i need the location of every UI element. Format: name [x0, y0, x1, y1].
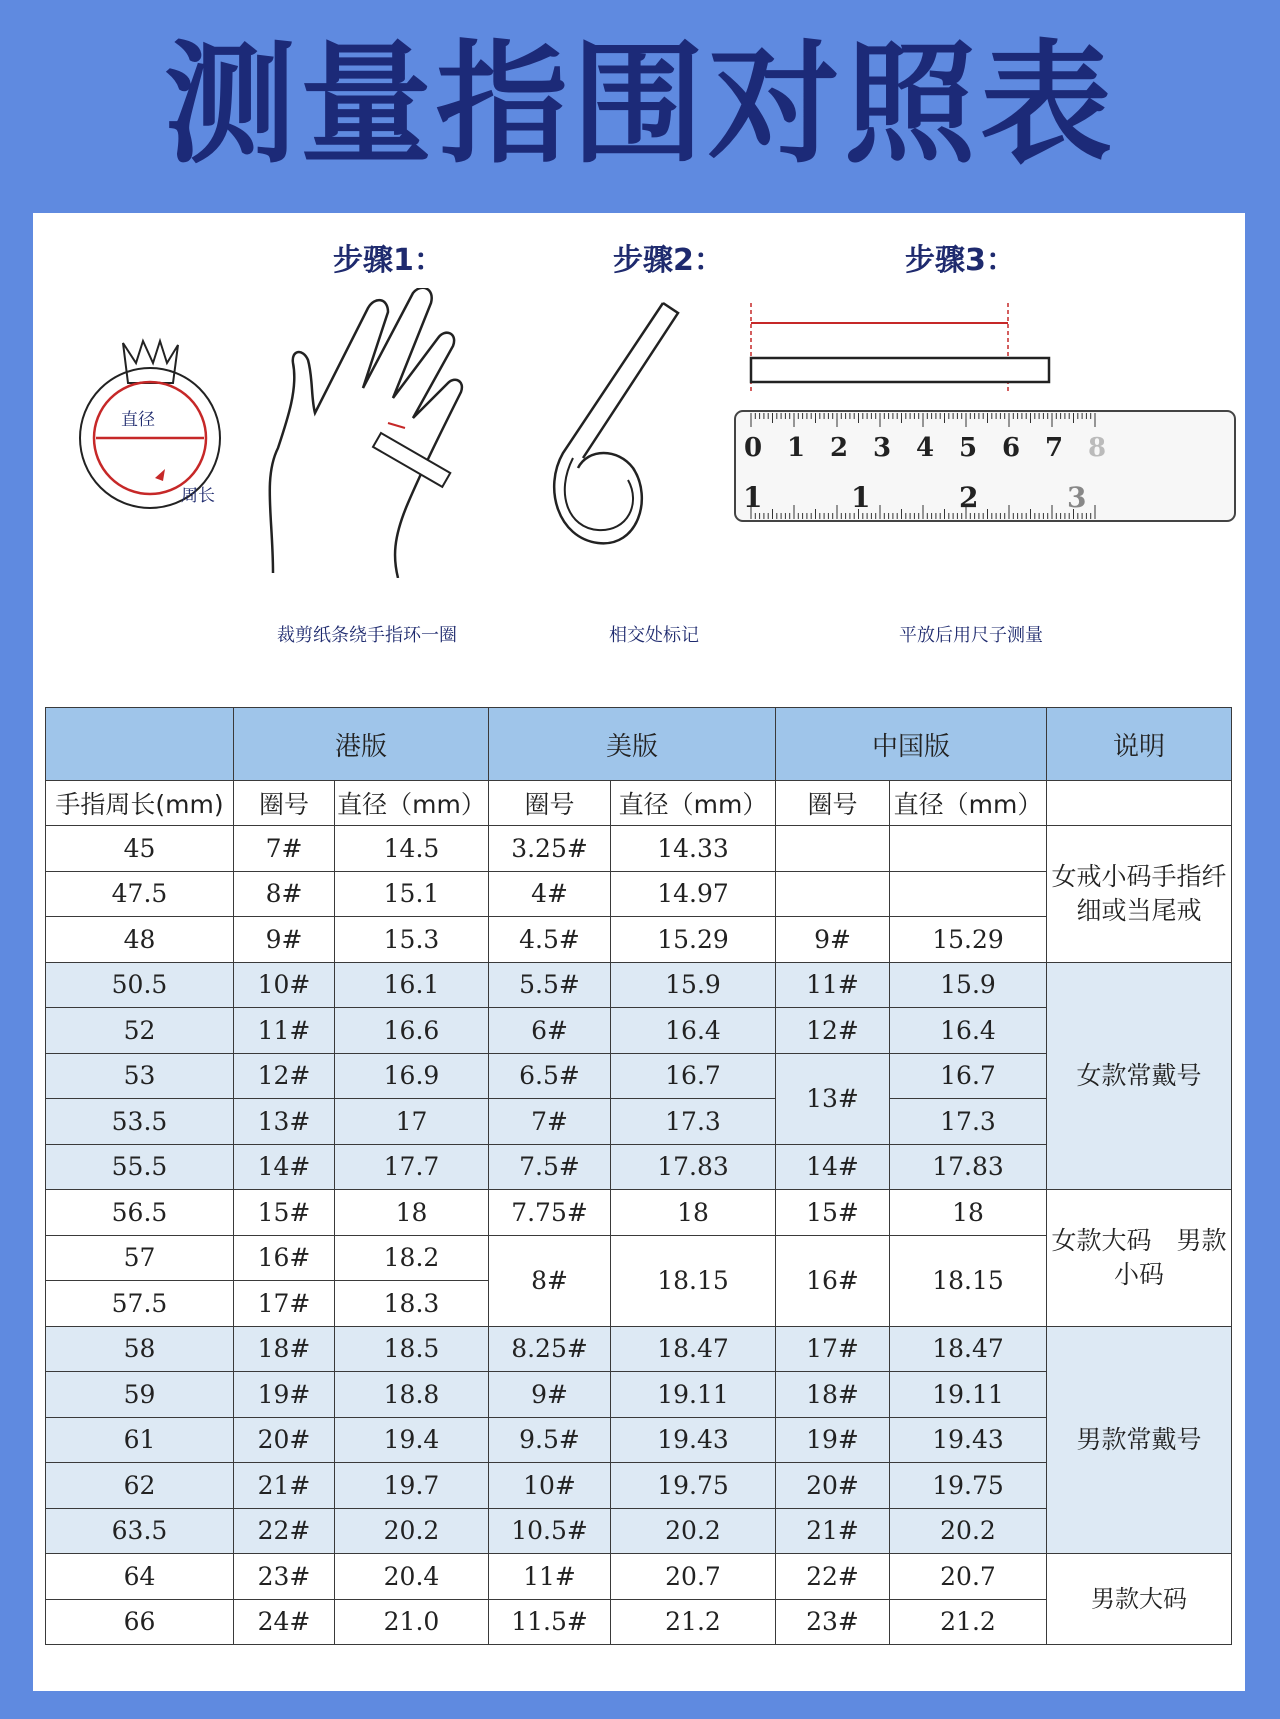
table-cell: 9# — [234, 917, 335, 963]
hand-illustration — [253, 288, 493, 578]
table-row — [46, 826, 1232, 872]
table-cell: 14# — [776, 1144, 890, 1190]
note-cell: 男款大码 — [1047, 1554, 1232, 1645]
ruler-top-label: 8 — [1088, 433, 1107, 463]
table-cell: 18.47 — [890, 1326, 1047, 1372]
table-cell: 7.5# — [489, 1144, 611, 1190]
table-cell: 19.75 — [890, 1463, 1047, 1509]
table-cell — [776, 871, 890, 917]
table-row — [46, 962, 1232, 1008]
table-cell: 19# — [776, 1417, 890, 1463]
subheader-note-blank — [1047, 781, 1232, 826]
table-cell: 64 — [46, 1554, 234, 1600]
step-2-title: 步骤2： — [613, 243, 724, 278]
subheader-hk-diameter: 直径（mm） — [335, 781, 489, 826]
table-cell: 18.3 — [335, 1281, 489, 1327]
ruler-top-label: 0 — [744, 433, 763, 463]
subheader-hk-size: 圈号 — [234, 781, 335, 826]
table-cell: 19.75 — [611, 1463, 776, 1509]
table-cell: 11# — [489, 1554, 611, 1600]
table-cell: 18.5 — [335, 1326, 489, 1372]
table-cell: 62 — [46, 1463, 234, 1509]
table-cell: 4.5# — [489, 917, 611, 963]
table-row — [46, 1326, 1232, 1372]
table-cell: 15.9 — [890, 962, 1047, 1008]
subheader-cn-diameter: 直径（mm） — [890, 781, 1047, 826]
table-cell: 14.5 — [335, 826, 489, 872]
table-cell: 13# — [234, 1099, 335, 1145]
table-cell: 66 — [46, 1599, 234, 1645]
subheader-cn-size: 圈号 — [776, 781, 890, 826]
ruler-bottom-label: 2 — [959, 481, 979, 514]
table-cell: 6.5# — [489, 1053, 611, 1099]
table-cell: 18.8 — [335, 1372, 489, 1418]
header-note: 说明 — [1047, 708, 1232, 781]
table-cell: 17.3 — [611, 1099, 776, 1145]
table-cell: 55.5 — [46, 1144, 234, 1190]
table-cell: 20.7 — [611, 1554, 776, 1600]
table-cell: 17 — [335, 1099, 489, 1145]
table-cell: 15# — [234, 1190, 335, 1236]
table-cell: 19.11 — [611, 1372, 776, 1418]
table-cell: 16.7 — [611, 1053, 776, 1099]
table-cell: 14.97 — [611, 871, 776, 917]
header-cn: 中国版 — [776, 708, 1047, 781]
table-cell: 15.9 — [611, 962, 776, 1008]
table-cell: 57.5 — [46, 1281, 234, 1327]
ruler-top-label: 4 — [916, 433, 935, 463]
table-cell: 48 — [46, 917, 234, 963]
table-cell: 16.9 — [335, 1053, 489, 1099]
table-cell: 19.7 — [335, 1463, 489, 1509]
table-cell: 17.7 — [335, 1144, 489, 1190]
table-cell: 20.2 — [611, 1508, 776, 1554]
table-cell: 4# — [489, 871, 611, 917]
header-blank — [46, 708, 234, 781]
table-cell: 17# — [234, 1281, 335, 1327]
table-cell: 10.5# — [489, 1508, 611, 1554]
ruler-bottom-label: 1 — [851, 481, 871, 514]
table-cell: 20.7 — [890, 1554, 1047, 1600]
table-cell: 19# — [234, 1372, 335, 1418]
table-cell: 56.5 — [46, 1190, 234, 1236]
subheader-us-size: 圈号 — [489, 781, 611, 826]
table-cell: 63.5 — [46, 1508, 234, 1554]
table-cell: 21.0 — [335, 1599, 489, 1645]
table-cell: 11# — [776, 962, 890, 1008]
table-cell: 50.5 — [46, 962, 234, 1008]
table-body — [46, 826, 1232, 1645]
table-cell: 17.3 — [890, 1099, 1047, 1145]
table-cell: 45 — [46, 826, 234, 872]
table-cell: 18.15 — [890, 1235, 1047, 1326]
table-cell: 18.2 — [335, 1235, 489, 1281]
table-cell — [890, 871, 1047, 917]
ruler-top-label: 1 — [787, 433, 806, 463]
table-cell: 23# — [776, 1599, 890, 1645]
table-cell: 53 — [46, 1053, 234, 1099]
table-cell: 18 — [611, 1190, 776, 1236]
diameter-label: 直径 — [121, 410, 155, 430]
table-cell: 19.43 — [611, 1417, 776, 1463]
table-row — [46, 1190, 1232, 1236]
ring-size-table — [45, 707, 1232, 1645]
table-cell: 61 — [46, 1417, 234, 1463]
table-cell: 15.1 — [335, 871, 489, 917]
table-cell: 21.2 — [890, 1599, 1047, 1645]
table-cell: 18# — [776, 1372, 890, 1418]
table-cell: 21.2 — [611, 1599, 776, 1645]
ruler-bottom-label: 3 — [1067, 481, 1087, 514]
subheader-us-diameter: 直径（mm） — [611, 781, 776, 826]
ruler-top-label: 5 — [959, 433, 978, 463]
table-cell: 19.4 — [335, 1417, 489, 1463]
table-cell: 8# — [489, 1235, 611, 1326]
table-cell: 8.25# — [489, 1326, 611, 1372]
page-title: 测量指围对照表 — [164, 28, 1116, 182]
ruler-top-label: 6 — [1002, 433, 1021, 463]
table-cell: 18.47 — [611, 1326, 776, 1372]
table-cell: 15.3 — [335, 917, 489, 963]
header-hk: 港版 — [234, 708, 489, 781]
note-cell: 女款常戴号 — [1047, 962, 1232, 1190]
table-cell: 3.25# — [489, 826, 611, 872]
table-cell: 16.4 — [890, 1008, 1047, 1054]
ruler-bottom-label: 1 — [743, 481, 763, 514]
table-cell: 15.29 — [890, 917, 1047, 963]
table-cell: 22# — [234, 1508, 335, 1554]
table-cell: 20# — [234, 1417, 335, 1463]
table-cell: 17# — [776, 1326, 890, 1372]
step-1-title: 步骤1： — [333, 243, 444, 278]
table-cell: 11.5# — [489, 1599, 611, 1645]
table-cell — [776, 826, 890, 872]
table-cell: 18 — [335, 1190, 489, 1236]
table-cell: 19.43 — [890, 1417, 1047, 1463]
ruler-illustration — [723, 293, 1243, 543]
strip-illustration — [543, 298, 703, 558]
step-1-caption: 裁剪纸条绕手指环一圈 — [277, 625, 457, 646]
table-cell: 9# — [776, 917, 890, 963]
step-3-title: 步骤3： — [905, 243, 1016, 278]
content-panel — [33, 213, 1245, 1691]
table-cell: 14.33 — [611, 826, 776, 872]
table-cell: 16# — [776, 1235, 890, 1326]
note-cell: 女戒小码手指纤细或当尾戒 — [1047, 826, 1232, 963]
table-cell: 16.4 — [611, 1008, 776, 1054]
table-cell: 7# — [234, 826, 335, 872]
table-cell: 18.15 — [611, 1235, 776, 1326]
ruler-top-label: 7 — [1045, 433, 1064, 463]
table-cell: 23# — [234, 1554, 335, 1600]
table-cell: 9.5# — [489, 1417, 611, 1463]
table-cell: 53.5 — [46, 1099, 234, 1145]
step-2-caption: 相交处标记 — [609, 625, 699, 646]
table-cell: 20.2 — [335, 1508, 489, 1554]
circumference-label: 周长 — [181, 486, 215, 506]
table-cell: 12# — [234, 1053, 335, 1099]
table-cell: 20.4 — [335, 1554, 489, 1600]
step-3-caption: 平放后用尺子测量 — [899, 625, 1043, 646]
table-row — [46, 1554, 1232, 1600]
table-cell: 10# — [489, 1463, 611, 1509]
table-cell: 7# — [489, 1099, 611, 1145]
table-cell: 57 — [46, 1235, 234, 1281]
table-cell: 7.75# — [489, 1190, 611, 1236]
table-cell: 24# — [234, 1599, 335, 1645]
note-cell: 女款大码 男款小码 — [1047, 1190, 1232, 1327]
table-cell: 21# — [776, 1508, 890, 1554]
table-cell: 16.6 — [335, 1008, 489, 1054]
table-cell: 6# — [489, 1008, 611, 1054]
table-cell: 8# — [234, 871, 335, 917]
table-cell: 15# — [776, 1190, 890, 1236]
ruler-top-label: 3 — [873, 433, 892, 463]
table-cell: 11# — [234, 1008, 335, 1054]
table-cell: 20.2 — [890, 1508, 1047, 1554]
subheader-circumference: 手指周长(mm) — [46, 781, 234, 826]
table-cell: 13# — [776, 1053, 890, 1144]
table-cell: 16# — [234, 1235, 335, 1281]
table-cell: 10# — [234, 962, 335, 1008]
table-cell: 19.11 — [890, 1372, 1047, 1418]
table-cell: 14# — [234, 1144, 335, 1190]
table-cell: 18# — [234, 1326, 335, 1372]
table-cell: 17.83 — [611, 1144, 776, 1190]
table-cell: 16.7 — [890, 1053, 1047, 1099]
table-cell: 20# — [776, 1463, 890, 1509]
table-cell: 22# — [776, 1554, 890, 1600]
table-cell: 9# — [489, 1372, 611, 1418]
table-cell: 16.1 — [335, 962, 489, 1008]
table-cell: 58 — [46, 1326, 234, 1372]
steps-section — [33, 213, 1245, 683]
table-cell: 18 — [890, 1190, 1047, 1236]
table-cell: 52 — [46, 1008, 234, 1054]
table-cell: 5.5# — [489, 962, 611, 1008]
header-us: 美版 — [489, 708, 776, 781]
table-cell: 47.5 — [46, 871, 234, 917]
table-cell: 21# — [234, 1463, 335, 1509]
table-cell: 15.29 — [611, 917, 776, 963]
note-cell: 男款常戴号 — [1047, 1326, 1232, 1554]
table-cell: 17.83 — [890, 1144, 1047, 1190]
table-cell: 59 — [46, 1372, 234, 1418]
table-cell: 12# — [776, 1008, 890, 1054]
ruler-top-label: 2 — [830, 433, 849, 463]
table-cell — [890, 826, 1047, 872]
